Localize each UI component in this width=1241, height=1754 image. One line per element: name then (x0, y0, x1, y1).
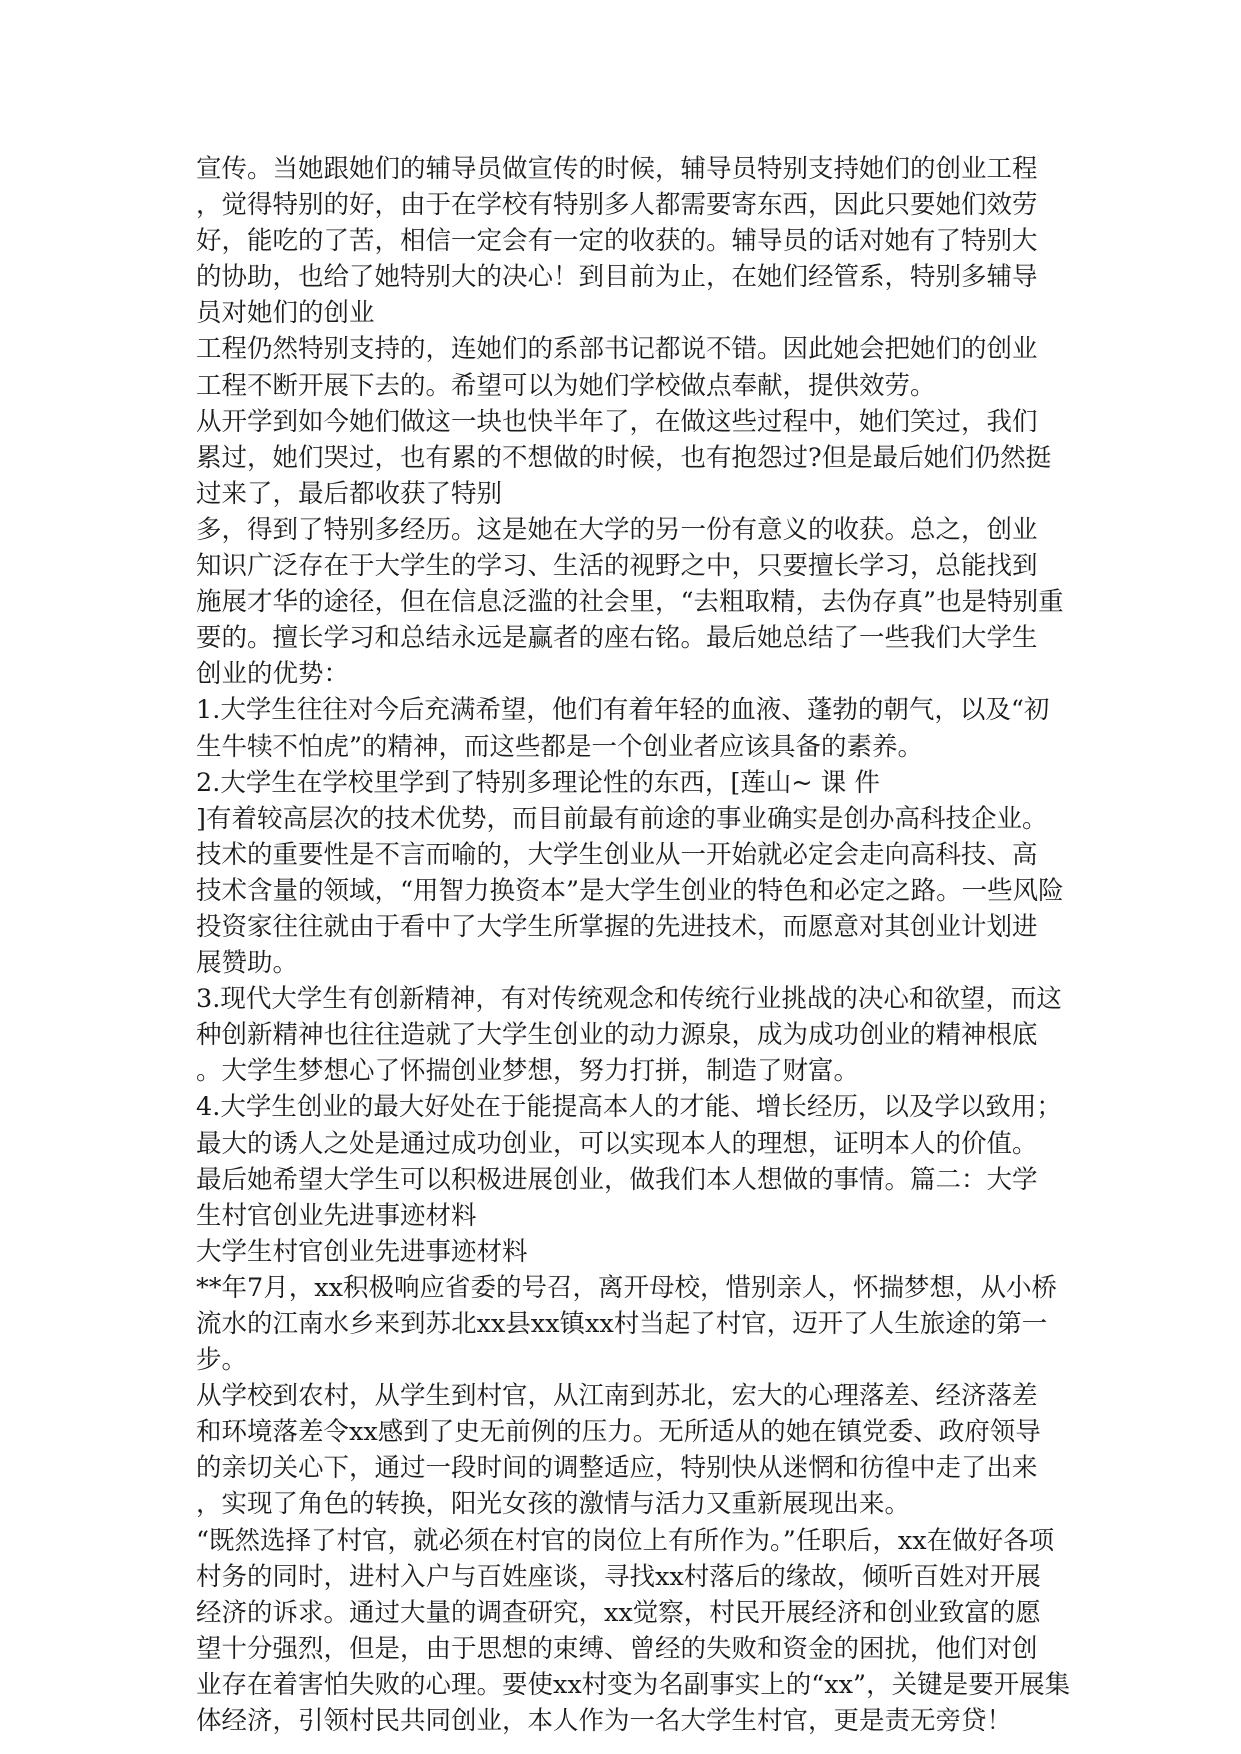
text-line: 流水的江南水乡来到苏北xx县xx镇xx村当起了村官，迈开了人生旅途的第一 (196, 1309, 1048, 1339)
text-line: 种创新精神也往往造就了大学生创业的动力源泉，成为成功创业的精神根底 (196, 1020, 1038, 1051)
text-line: 2.大学生在学校里学到了特别多理论性的东西，[莲山~ 课 件 (196, 767, 880, 798)
text-line: 展赞助。 (196, 948, 299, 979)
text-line: 4.大学生创业的最大好处在于能提高本人的才能、增长经历，以及学以致用； (196, 1092, 1062, 1123)
text-line: 投资家往往就由于看中了大学生所掌握的先进技术，而愿意对其创业计划进 (196, 911, 1038, 942)
text-line: 施展才华的途径，但在信息泛滥的社会里，“去粗取精，去伪存真”也是特别重 (196, 587, 1064, 618)
text-line: 工程仍然特别支持的，连她们的系部书记都说不错。因此她会把她们的创业 (196, 334, 1038, 365)
text-line: 经济的诉求。通过大量的调查研究，xx觉察，村民开展经济和创业致富的愿 (196, 1597, 1041, 1628)
text-line: 1.大学生往往对今后充满希望，他们有着年轻的血液、蓬勃的朝气，以及“初 (196, 695, 1050, 726)
text-line: 创业的优势： (196, 659, 350, 690)
text-line: 知识广泛存在于大学生的学习、生活的视野之中，只要擅长学习，总能找到 (196, 551, 1038, 582)
text-line: 过来了，最后都收获了特别 (196, 478, 503, 509)
document-body (196, 151, 1071, 1739)
text-line: 技术的重要性是不言而喻的，大学生创业从一开始就必定会走向高科技、高 (196, 839, 1038, 870)
text-line: 的协助，也给了她特别大的决心！到目前为止，在她们经管系，特别多辅导 (196, 262, 1038, 293)
text-line: 和环境落差令xx感到了史无前例的压力。无所适从的她在镇党委、政府领导 (196, 1417, 1041, 1448)
text-line: 体经济，引领村民共同创业，本人作为一名大学生村官，更是责无旁贷！ (196, 1706, 1013, 1737)
text-line: 村务的同时，进村入户与百姓座谈，寻找xx村落后的缘故，倾听百姓对开展 (196, 1561, 1041, 1592)
text-line: ，实现了角色的转换，阳光女孩的激情与活力又重新展现出来。 (196, 1489, 911, 1520)
text-line: 最大的诱人之处是通过成功创业，可以实现本人的理想，证明本人的价值。 (196, 1128, 1038, 1159)
text-line: 的亲切关心下，通过一段时间的调整适应，特别快从迷惘和彷徨中走了出来 (196, 1453, 1038, 1484)
text-line: 从开学到如今她们做这一块也快半年了，在做这些过程中，她们笑过，我们 (196, 406, 1038, 437)
text-line: 工程不断开展下去的。希望可以为她们学校做点奉献，提供效劳。 (196, 370, 936, 401)
text-line: 员对她们的创业 (196, 298, 375, 329)
text-line: **年7月，xx积极响应省委的号召，离开母校，惜别亲人，怀揣梦想，从小桥 (196, 1272, 1057, 1303)
text-line: 多，得到了特别多经历。这是她在大学的另一份有意义的收获。总之，创业 (196, 514, 1038, 545)
text-line: 3.现代大学生有创新精神，有对传统观念和传统行业挑战的决心和欲望，而这 (196, 984, 1062, 1015)
text-line: 好，能吃的了苦，相信一定会有一定的收获的。辅导员的话对她有了特别大 (196, 226, 1038, 257)
text-line: 生村官创业先进事迹材料 (196, 1200, 477, 1231)
text-line: 业存在着害怕失败的心理。要使xx村变为名副事实上的“xx”，关键是要开展集 (196, 1669, 1071, 1700)
text-line: ]有着较高层次的技术优势，而目前最有前途的事业确实是创办高科技企业。 (196, 803, 1048, 834)
text-line: ，觉得特别的好，由于在学校有特别多人都需要寄东西，因此只要她们效劳 (196, 190, 1038, 221)
text-line: 从学校到农村，从学生到村官，从江南到苏北，宏大的心理落差、经济落差 (196, 1381, 1038, 1412)
text-line: 累过，她们哭过，也有累的不想做的时候，也有抱怨过?但是最后她们仍然挺 (196, 442, 1052, 473)
text-line: 。大学生梦想心了怀揣创业梦想，努力打拼，制造了财富。 (196, 1056, 860, 1087)
text-line: 最后她希望大学生可以积极进展创业，做我们本人想做的事情。篇二：大学 (196, 1164, 1038, 1195)
text-line: 望十分强烈，但是，由于思想的束缚、曾经的失败和资金的困扰，他们对创 (196, 1633, 1038, 1664)
text-line: “既然选择了村官，就必须在村官的岗位上有所作为。”任职后，xx在做好各项 (196, 1525, 1055, 1556)
text-line: 大学生村官创业先进事迹材料 (196, 1236, 528, 1267)
text-line: 生牛犊不怕虎”的精神，而这些都是一个创业者应该具备的素养。 (196, 731, 924, 762)
text-line: 技术含量的领域，“用智力换资本”是大学生创业的特色和必定之路。一些风险 (196, 875, 1064, 906)
text-line: 要的。擅长学习和总结永远是赢者的座右铭。最后她总结了一些我们大学生 (196, 623, 1038, 654)
text-line: 步。 (196, 1345, 248, 1376)
text-line: 宣传。当她跟她们的辅导员做宣传的时候，辅导员特别支持她们的创业工程 (196, 154, 1038, 184)
